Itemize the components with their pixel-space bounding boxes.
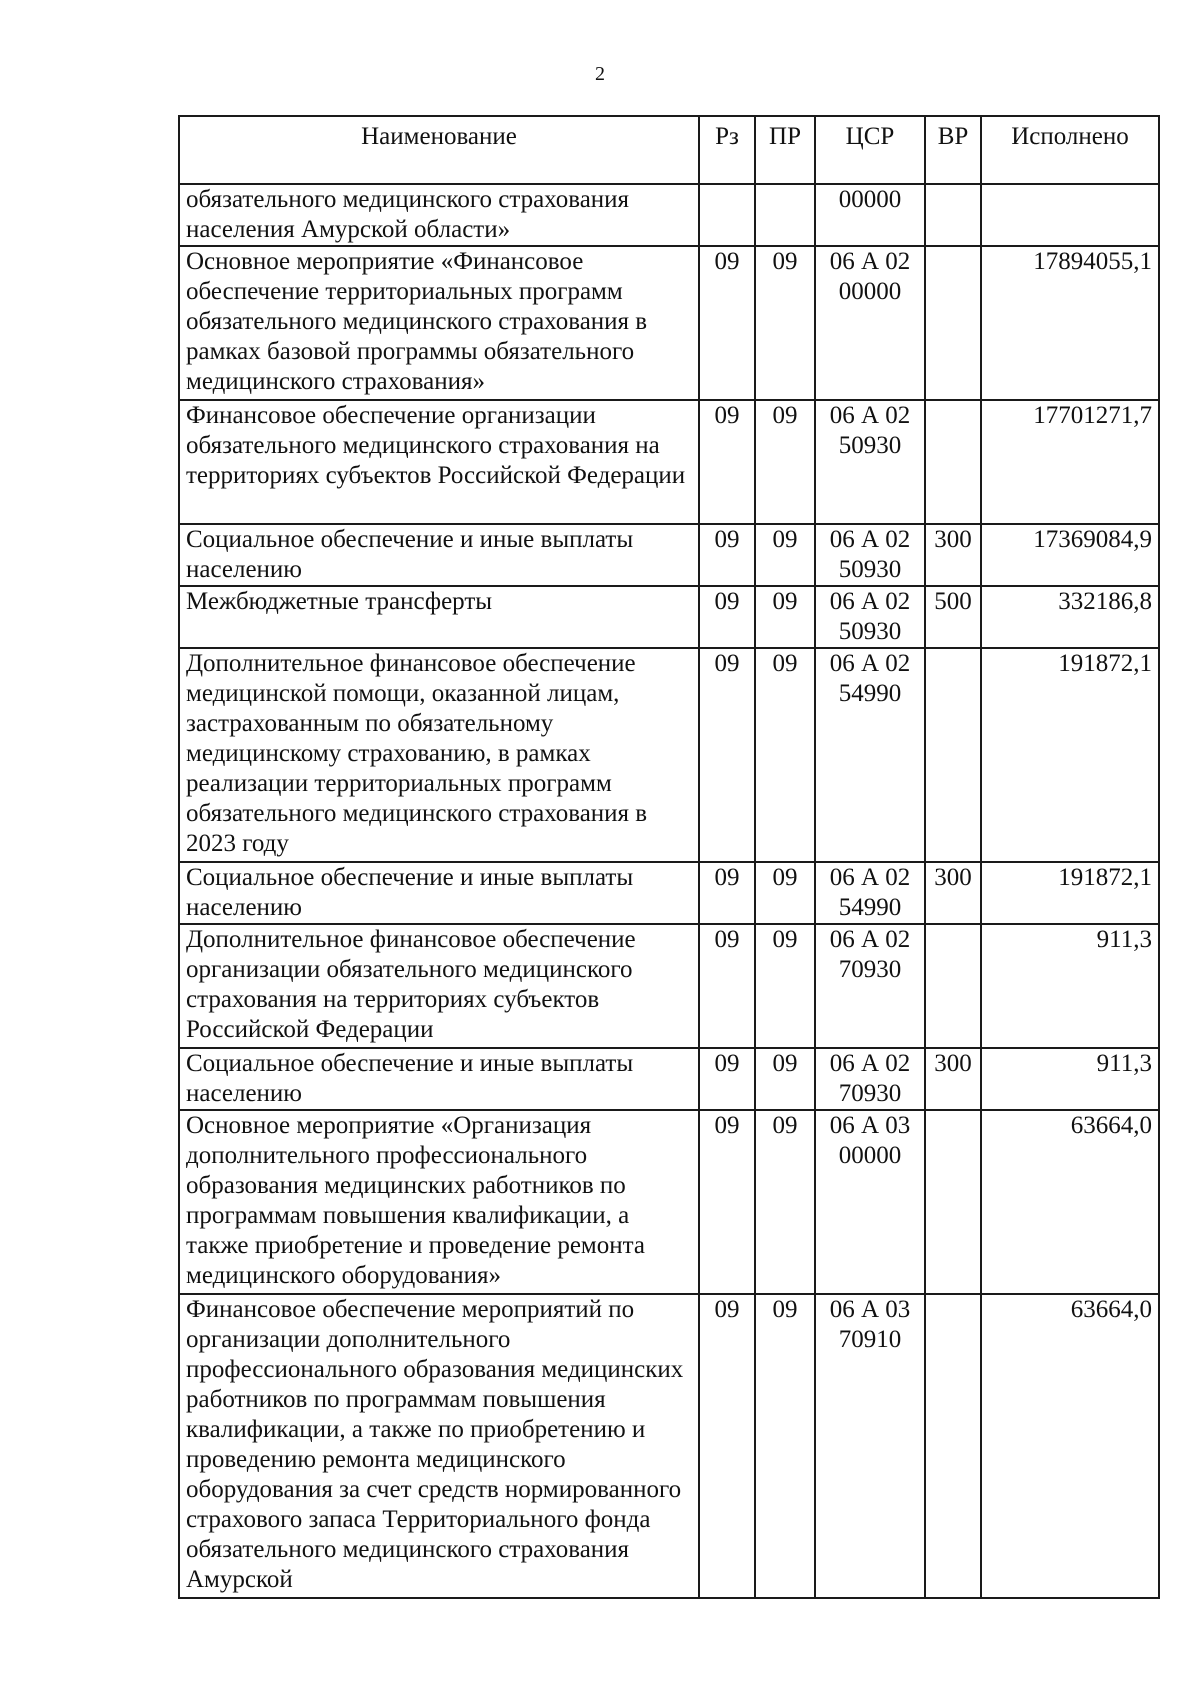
cell-pr (755, 184, 815, 246)
cell-csr: 00000 (815, 184, 925, 246)
header-name: Наименование (179, 116, 699, 184)
cell-csr: 06 А 02 50930 (815, 586, 925, 648)
table-row (179, 648, 1159, 862)
header-pr: ПР (755, 116, 815, 184)
cell-name: Дополнительное финансовое обеспечение медицинской помощи, оказанной лицам, застрахованным по обязательному медицинскому страхованию, в рамках реализации территориальных программ обязательного медицинского страхования в 2023 году (179, 648, 699, 862)
cell-rz: 09 (699, 400, 755, 524)
cell-name: обязательного медицинского страхования населения Амурской области» (179, 184, 699, 246)
cell-name: Социальное обеспечение и иные выплаты населению (179, 862, 699, 924)
cell-csr: 06 А 02 50930 (815, 400, 925, 524)
cell-vr (925, 924, 981, 1048)
header-vr: ВР (925, 116, 981, 184)
cell-pr: 09 (755, 648, 815, 862)
cell-pr: 09 (755, 1294, 815, 1598)
cell-csr: 06 А 02 70930 (815, 924, 925, 1048)
cell-pr: 09 (755, 1110, 815, 1294)
cell-pr: 09 (755, 586, 815, 648)
cell-vr (925, 648, 981, 862)
cell-done: 332186,8 (981, 586, 1159, 648)
table-header-row (179, 116, 1159, 184)
cell-pr: 09 (755, 862, 815, 924)
cell-rz: 09 (699, 586, 755, 648)
table-row (179, 184, 1159, 246)
cell-pr: 09 (755, 524, 815, 586)
cell-csr: 06 А 02 50930 (815, 524, 925, 586)
cell-csr: 06 А 03 00000 (815, 1110, 925, 1294)
cell-rz: 09 (699, 524, 755, 586)
cell-vr (925, 184, 981, 246)
cell-done: 911,3 (981, 924, 1159, 1048)
cell-done: 17369084,9 (981, 524, 1159, 586)
cell-name: Дополнительное финансовое обеспечение организации обязательного медицинского страхования на территориях субъектов Российской Федерации (179, 924, 699, 1048)
cell-rz: 09 (699, 924, 755, 1048)
cell-name: Социальное обеспечение и иные выплаты населению (179, 1048, 699, 1110)
cell-rz (699, 184, 755, 246)
cell-done: 17701271,7 (981, 400, 1159, 524)
header-rz: Рз (699, 116, 755, 184)
cell-vr (925, 246, 981, 400)
cell-name: Финансовое обеспечение мероприятий по организации дополнительного профессионального образования медицинских работников по программам повышения квалификации, а также по приобретению и проведению ремонта медицинского оборудования за счет средств нормированного страхового запаса Территориального фонда обязательного медицинского страхования Амурской (179, 1294, 699, 1598)
cell-vr: 300 (925, 524, 981, 586)
cell-done: 63664,0 (981, 1110, 1159, 1294)
cell-done: 191872,1 (981, 648, 1159, 862)
header-done: Исполнено (981, 116, 1159, 184)
cell-csr: 06 А 02 54990 (815, 648, 925, 862)
cell-rz: 09 (699, 648, 755, 862)
table-row (179, 524, 1159, 586)
cell-name: Социальное обеспечение и иные выплаты населению (179, 524, 699, 586)
cell-vr (925, 1110, 981, 1294)
cell-pr: 09 (755, 400, 815, 524)
cell-done: 911,3 (981, 1048, 1159, 1110)
cell-name: Межбюджетные трансферты (179, 586, 699, 648)
cell-csr: 06 А 02 70930 (815, 1048, 925, 1110)
cell-name: Финансовое обеспечение организации обязательного медицинского страхования на территориях субъектов Российской Федерации (179, 400, 699, 524)
cell-vr (925, 1294, 981, 1598)
cell-csr: 06 А 02 00000 (815, 246, 925, 400)
table-row (179, 586, 1159, 648)
cell-rz: 09 (699, 1294, 755, 1598)
table-row (179, 1110, 1159, 1294)
cell-rz: 09 (699, 246, 755, 400)
table-row (179, 862, 1159, 924)
budget-execution-table (178, 115, 1160, 1599)
cell-pr: 09 (755, 924, 815, 1048)
table-row (179, 1048, 1159, 1110)
page-number: 2 (595, 63, 605, 85)
cell-pr: 09 (755, 1048, 815, 1110)
cell-csr: 06 А 02 54990 (815, 862, 925, 924)
cell-vr: 500 (925, 586, 981, 648)
cell-vr: 300 (925, 862, 981, 924)
table-row (179, 924, 1159, 1048)
table-row (179, 400, 1159, 524)
cell-done: 63664,0 (981, 1294, 1159, 1598)
cell-csr: 06 А 03 70910 (815, 1294, 925, 1598)
table-row (179, 246, 1159, 400)
cell-pr: 09 (755, 246, 815, 400)
cell-name: Основное мероприятие «Организация дополнительного профессионального образования медицинских работников по программам повышения квалификации, а также приобретение и проведение ремонта медицинского оборудования» (179, 1110, 699, 1294)
cell-done: 17894055,1 (981, 246, 1159, 400)
cell-rz: 09 (699, 1048, 755, 1110)
header-csr: ЦСР (815, 116, 925, 184)
cell-vr (925, 400, 981, 524)
cell-done (981, 184, 1159, 246)
cell-vr: 300 (925, 1048, 981, 1110)
cell-done: 191872,1 (981, 862, 1159, 924)
table-row (179, 1294, 1159, 1598)
cell-name: Основное мероприятие «Финансовое обеспечение территориальных программ обязательного медицинского страхования в рамках базовой программы обязательного медицинского страхования» (179, 246, 699, 400)
cell-rz: 09 (699, 1110, 755, 1294)
cell-rz: 09 (699, 862, 755, 924)
